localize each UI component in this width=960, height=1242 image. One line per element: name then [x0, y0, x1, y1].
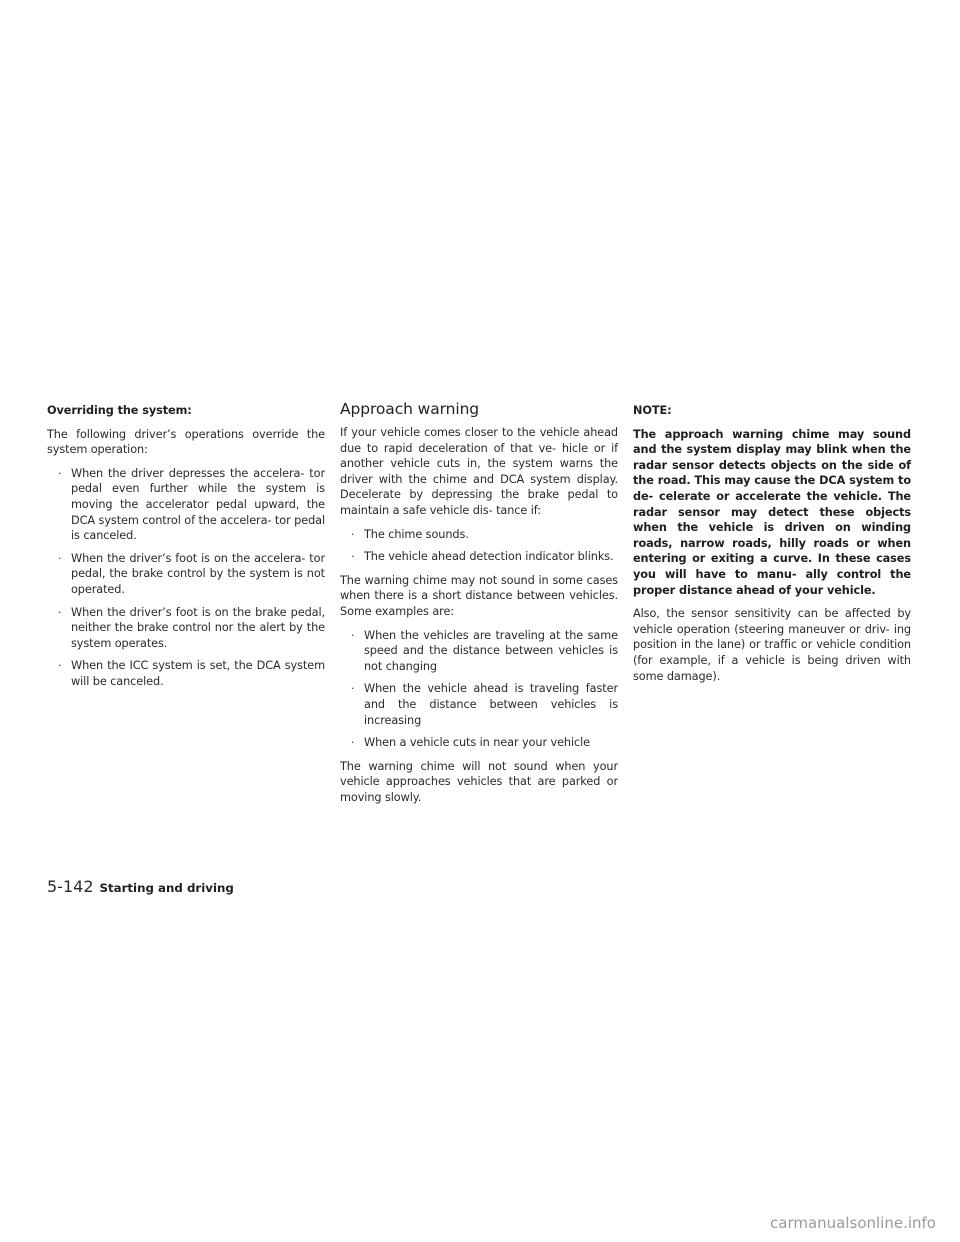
approach-paragraph-3: The warning chime will not sound when your vehicle approaches vehicles that are parked or moving slowly.	[340, 759, 618, 804]
list-item: · When the driver’s foot is on the accelera- tor pedal, the brake control by the system is not operated.	[58, 551, 325, 596]
bullet-glyph: ·	[58, 551, 62, 565]
section-title: Approach warning	[340, 400, 480, 418]
approach-paragraph-1: If your vehicle comes closer to the vehicle ahead due to rapid deceleration of that ve- hicle or if another vehicle cuts in, the system warns the driver with the chime and DCA system display. Decelerate by depressing the brake pedal to maintain a safe vehicle dis- tance if:	[340, 426, 618, 517]
middle-column	[340, 400, 618, 813]
approach-list-2	[340, 628, 618, 751]
watermark-text: carmanualsonline.info	[770, 1214, 936, 1232]
approach-list-1	[340, 527, 618, 565]
bullet-glyph: ·	[58, 466, 62, 480]
bullet-glyph: ·	[58, 659, 62, 673]
note-text: The approach warning chime may sound and the system display may blink when the radar sensor detects objects on the side of the road. This may cause the DCA system to de- celerate or accelerate the vehicle. The radar sensor may detect these objects when the vehicle is driven on winding roads, narrow roads, hilly roads or when entering or exiting a curve. In these cases you will have to manu- ally control the proper distance ahead of your vehicle.	[633, 427, 911, 597]
overriding-intro: The following driver’s operations override the system operation:	[47, 427, 325, 457]
left-column	[47, 403, 325, 698]
note-label: NOTE:	[633, 404, 672, 417]
list-item: · When the vehicle ahead is traveling faster and the distance between vehicles is increasing	[351, 682, 618, 727]
page-number: 5-142	[47, 877, 94, 896]
list-item: · The chime sounds.	[351, 527, 469, 541]
approach-paragraph-2: The warning chime may not sound in some cases when there is a short distance between vehicles. Some examples are:	[340, 573, 618, 618]
bullet-glyph: ·	[351, 527, 355, 541]
right-column	[633, 403, 911, 692]
list-item: · When the ICC system is set, the DCA system will be canceled.	[58, 659, 325, 688]
bullet-glyph: ·	[351, 550, 355, 564]
bullet-glyph: ·	[351, 736, 355, 750]
overriding-heading: Overriding the system:	[47, 404, 192, 417]
bullet-glyph: ·	[351, 628, 355, 642]
list-item: · When a vehicle cuts in near your vehicle	[351, 736, 591, 750]
overriding-list	[47, 466, 325, 690]
bullet-glyph: ·	[58, 605, 62, 619]
list-item: · When the driver’s foot is on the brake pedal, neither the brake control nor the alert by the system operates.	[58, 605, 325, 650]
list-item: · The vehicle ahead detection indicator blinks.	[351, 550, 614, 564]
sensitivity-paragraph: Also, the sensor sensitivity can be affected by vehicle operation (steering maneuver or driv- ing position in the lane) or traffic or vehicle condition (for example, if a vehicle is being driven with some damage).	[633, 607, 911, 683]
bullet-glyph: ·	[351, 682, 355, 696]
footer-section-title: Starting and driving	[99, 881, 234, 895]
list-item: · When the vehicles are traveling at the same speed and the distance between vehicles is not changing	[351, 628, 618, 673]
page-footer	[47, 877, 234, 897]
list-item: · When the driver depresses the accelera- tor pedal even further while the system is moving the accelerator pedal upward, the DCA system control of the accelera- tor pedal is canceled.	[58, 466, 325, 543]
